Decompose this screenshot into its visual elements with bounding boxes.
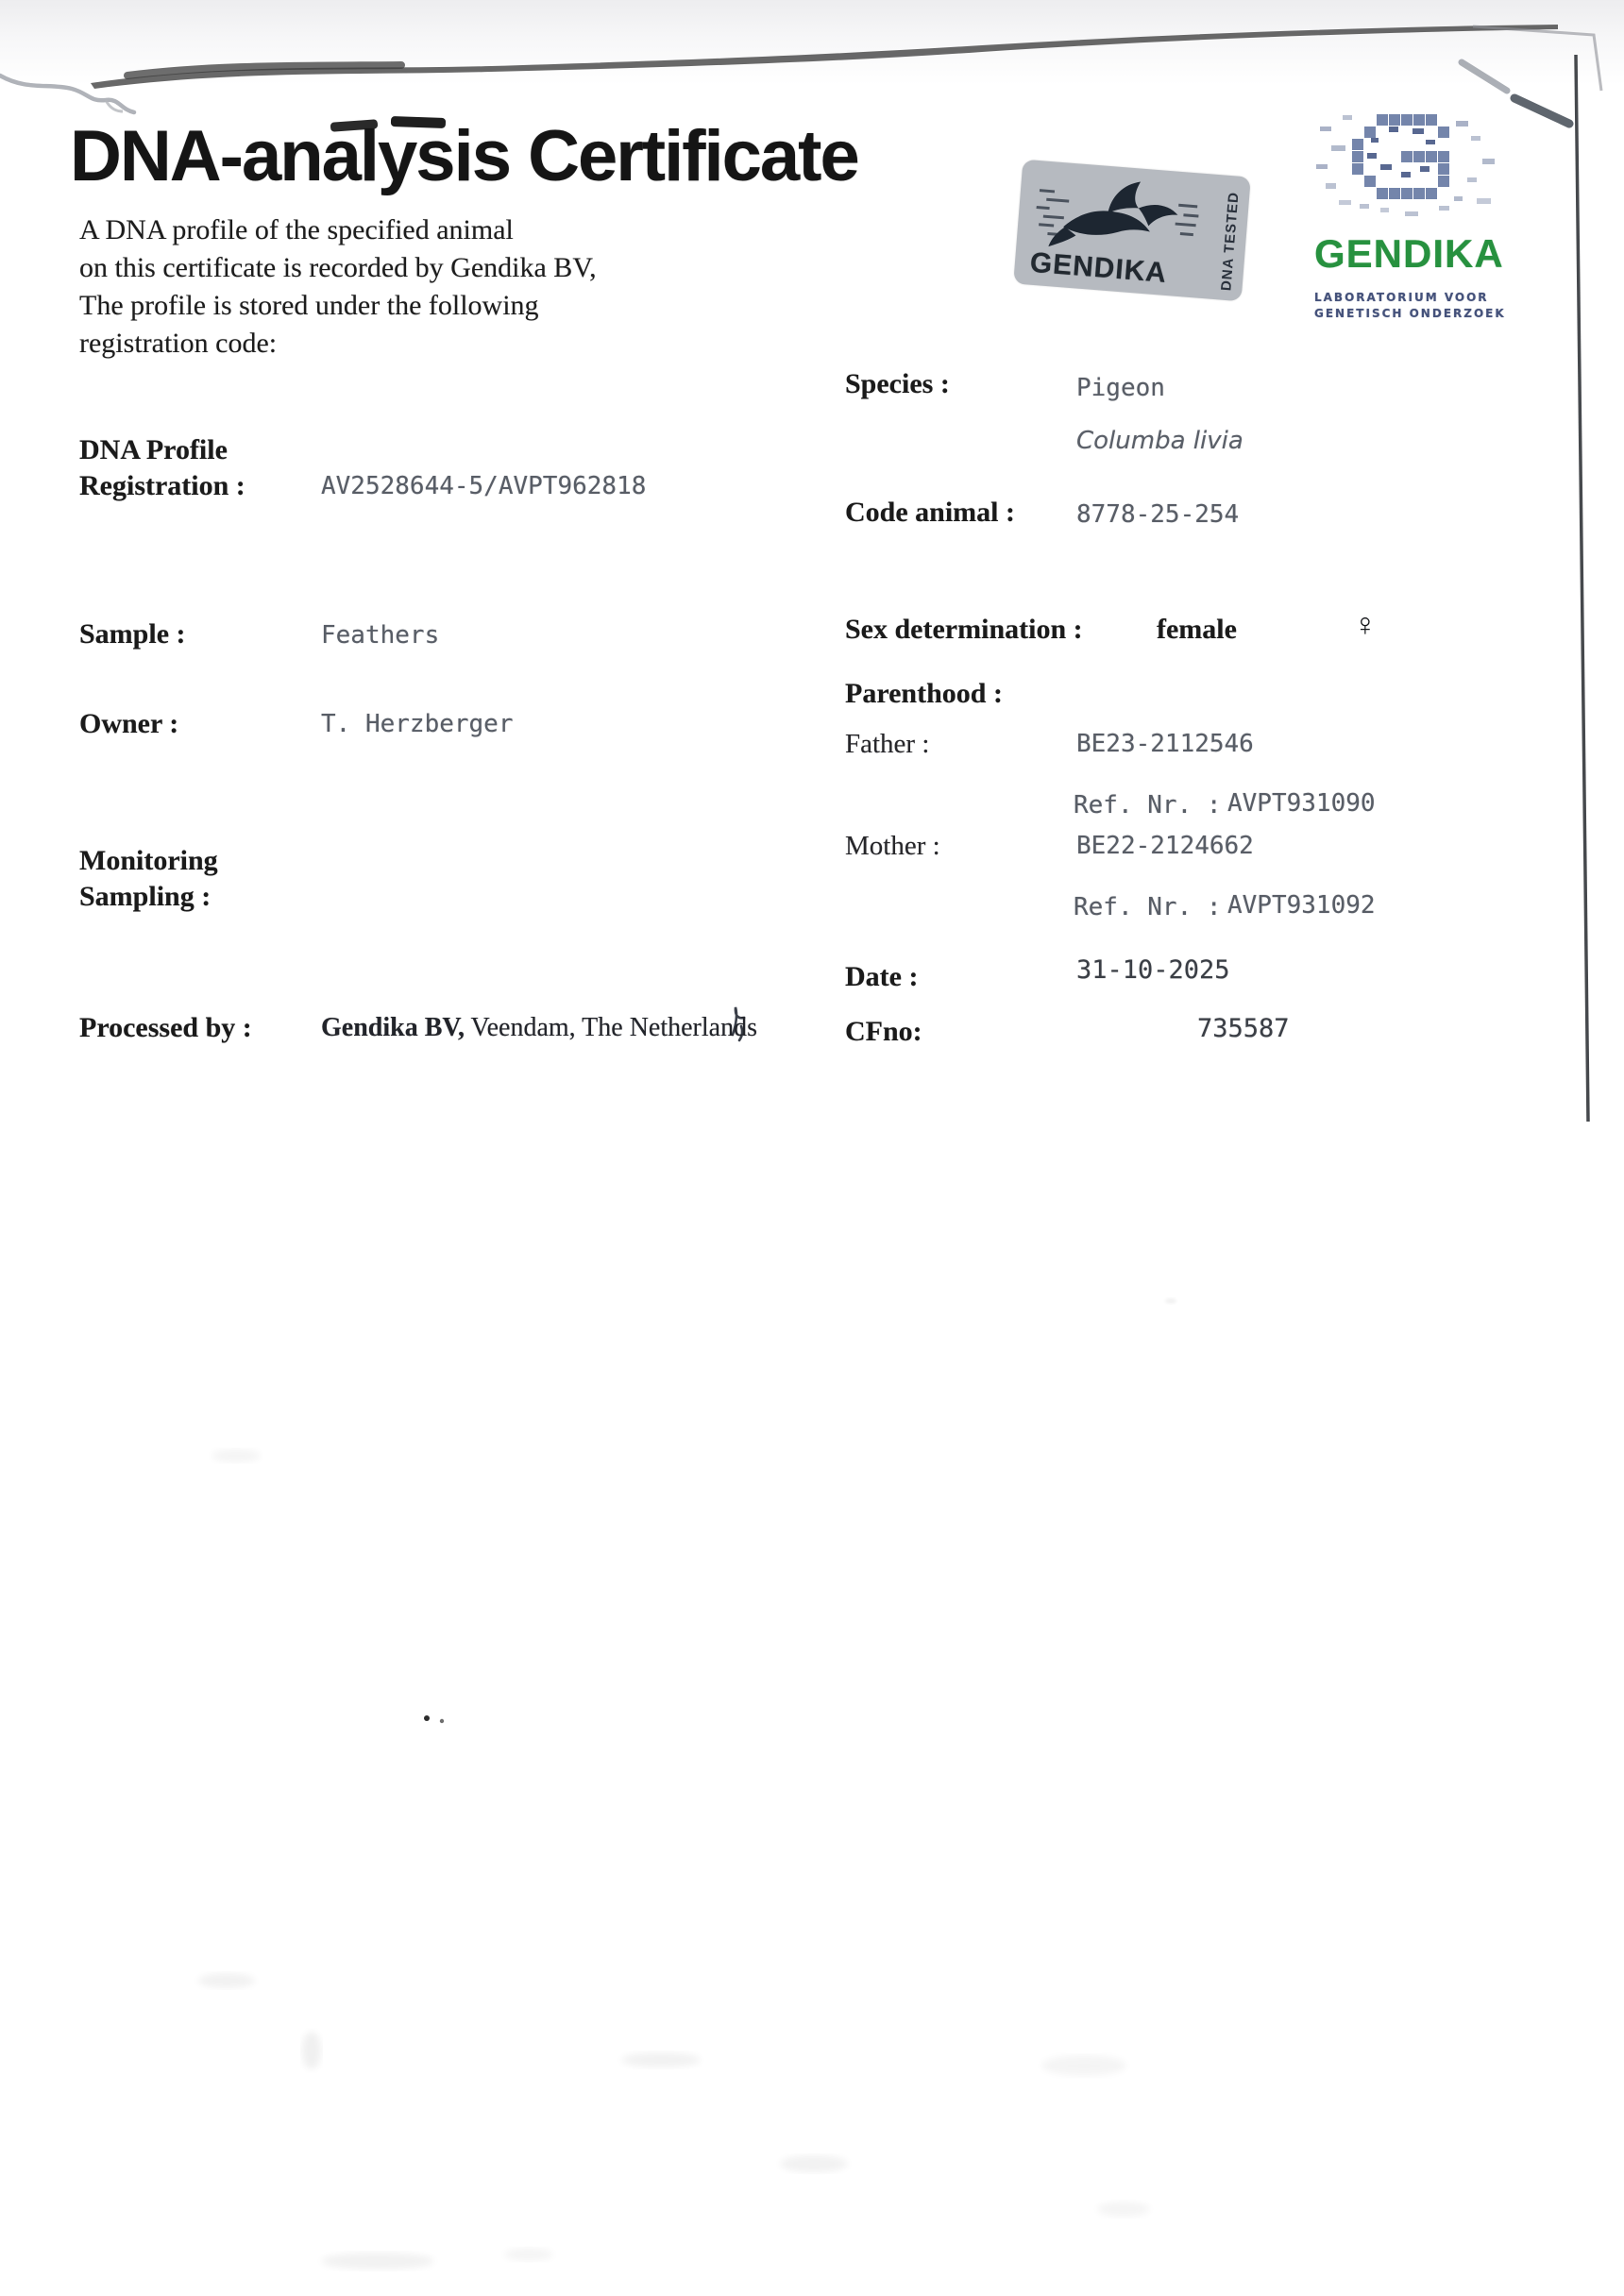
sample-label: Sample : <box>79 618 186 650</box>
father-label: Father : <box>845 729 930 759</box>
registration-label: DNA Profile Registration : <box>79 434 245 501</box>
code-animal-value: 8778-25-254 <box>1076 500 1240 529</box>
mother-ref-value: AVPT931092 <box>1227 891 1376 920</box>
processed-by-location: Veendam, The Netherlands <box>465 1013 757 1042</box>
species-value: Pigeon <box>1076 374 1165 402</box>
owner-label: Owner : <box>79 708 179 739</box>
intro-line: A DNA profile of the specified animal <box>79 214 514 245</box>
processed-by-value <box>321 1013 757 1043</box>
cfno-label: CFno: <box>845 1016 922 1047</box>
stamp-brand-text: GENDIKA <box>1028 246 1169 289</box>
gendika-wordmark: GENDIKA <box>1314 231 1504 276</box>
parenthood-label: Parenthood : <box>845 678 1003 709</box>
intro-paragraph <box>79 211 597 363</box>
gendika-logo <box>1314 110 1517 322</box>
cfno-value: 735587 <box>1197 1014 1290 1043</box>
sample-value: Feathers <box>321 621 440 650</box>
date-label: Date : <box>845 961 919 992</box>
processed-by-label: Processed by : <box>79 1012 252 1043</box>
intro-line: The profile is stored under the following <box>79 290 539 321</box>
processed-by-company: Gendika BV, <box>321 1013 465 1042</box>
owner-value: T. Herzberger <box>321 710 514 738</box>
female-symbol-icon: ♀ <box>1353 608 1378 643</box>
species-label: Species : <box>845 368 950 399</box>
sex-value: female <box>1157 614 1237 645</box>
father-value: BE23-2112546 <box>1076 730 1254 758</box>
monitoring-label: Monitoring Sampling : <box>79 845 218 912</box>
father-ref-value: AVPT931090 <box>1227 789 1376 818</box>
stamp-side-text: DNA TESTED <box>1218 191 1243 292</box>
gendika-pixel-g-icon <box>1314 110 1513 225</box>
intro-line: registration code: <box>79 328 278 359</box>
species-latin-name: Columba livia <box>1076 427 1243 455</box>
scan-page-edge <box>1576 55 1588 1122</box>
registration-value: AV2528644-5/AVPT962818 <box>321 472 647 500</box>
scan-fold-line <box>91 25 1558 89</box>
page-title: DNA-analysis Certificate <box>70 116 858 196</box>
code-animal-label: Code animal : <box>845 497 1015 528</box>
gendika-tagline: LABORATORIUM VOOR GENETISCH ONDERZOEK <box>1314 291 1506 320</box>
father-ref-label: Ref. Nr. : <box>1074 791 1222 819</box>
mother-ref-label: Ref. Nr. : <box>1074 893 1222 921</box>
date-value: 31-10-2025 <box>1076 955 1230 985</box>
dna-tested-stamp <box>1013 160 1251 302</box>
mother-value: BE22-2124662 <box>1076 832 1254 860</box>
intro-line: on this certificate is recorded by Gendika BV, <box>79 252 597 283</box>
mother-label: Mother : <box>845 831 940 861</box>
sex-determination-label: Sex determination : <box>845 614 1083 645</box>
